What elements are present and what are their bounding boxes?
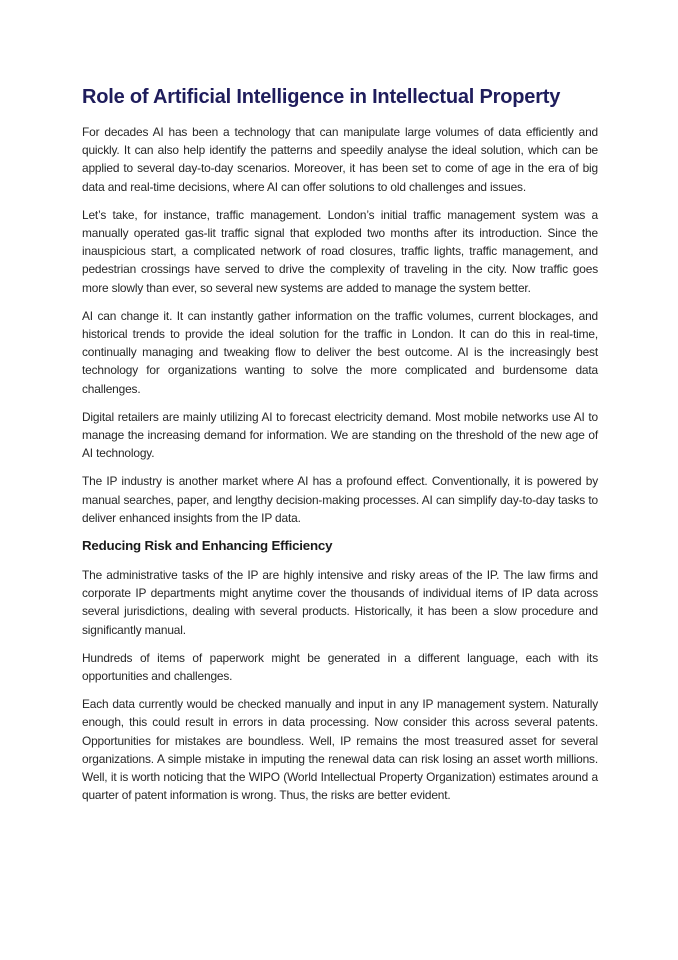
paragraph-intro-3: AI can change it. It can instantly gather information on the traffic volumes, current blockages, and historical trends to provide the ideal solution for the traffic in London. It can do this in real-time, continually managing and tweaking flow to deliver the best outcome. AI is the increasingly best technology for organizations wanting to solve the more complicated and burdensome data challenges. (82, 308, 598, 396)
paragraph-section-2: Hundreds of items of paperwork might be generated in a different language, each with its opportunities and challenges. (82, 650, 598, 684)
paragraph-section-1: The administrative tasks of the IP are highly intensive and risky areas of the IP. The law firms and corporate IP departments might anytime cover the thousands of individual items of IP data across several jurisdictions, dealing with several products. Historically, it has been a slow procedure and significantly manual. (82, 568, 598, 637)
paragraph-section-3: Each data currently would be checked manually and input in any IP management system. Naturally enough, this could result in errors in data processing. Now consider this across several patents. Opportunities for mistakes are boundless. Well, IP remains the most treasured asset for several organizations. A simple mistake in imputing the renewal data can risk losing an asset worth millions. Well, it is worth noticing that the WIPO (World Intellectual Property Organization) estimates around a quarter of patent information is wrong. Thus, the risks are better evident. (82, 697, 598, 803)
page-title: Role of Artificial Intelligence in Intellectual Property (82, 86, 561, 108)
section-heading: Reducing Risk and Enhancing Efficiency (82, 538, 333, 554)
paragraph-intro-2: Let’s take, for instance, traffic management. London’s initial traffic management system was a manually operated gas-lit traffic signal that exploded two months after its introduction. Since the inauspicious start, a complicated network of road closures, traffic lights, traffic management, and pedestrian crossings have served to drive the complexity of traveling in the city. Now traffic goes more slowly than ever, so several new systems are added to manage the system better. (82, 207, 598, 295)
document-page (82, 82, 598, 815)
paragraph-intro-1: For decades AI has been a technology that can manipulate large volumes of data efficiently and quickly. It can also help identify the patterns and speedily analyse the ideal solution, which can be applied to several day-to-day scenarios. Moreover, it has been set to come of age in the era of big data and real-time decisions, where AI can offer solutions to old challenges and issues. (82, 125, 598, 194)
paragraph-intro-4: Digital retailers are mainly utilizing AI to forecast electricity demand. Most mobile networks use AI to manage the increasing demand for information. We are standing on the threshold of the new age of AI technology. (82, 409, 598, 461)
paragraph-intro-5: The IP industry is another market where AI has a profound effect. Conventionally, it is powered by manual searches, paper, and lengthy decision-making processes. AI can simplify day-to-day tasks to deliver enhanced insights from the IP data. (82, 474, 598, 525)
